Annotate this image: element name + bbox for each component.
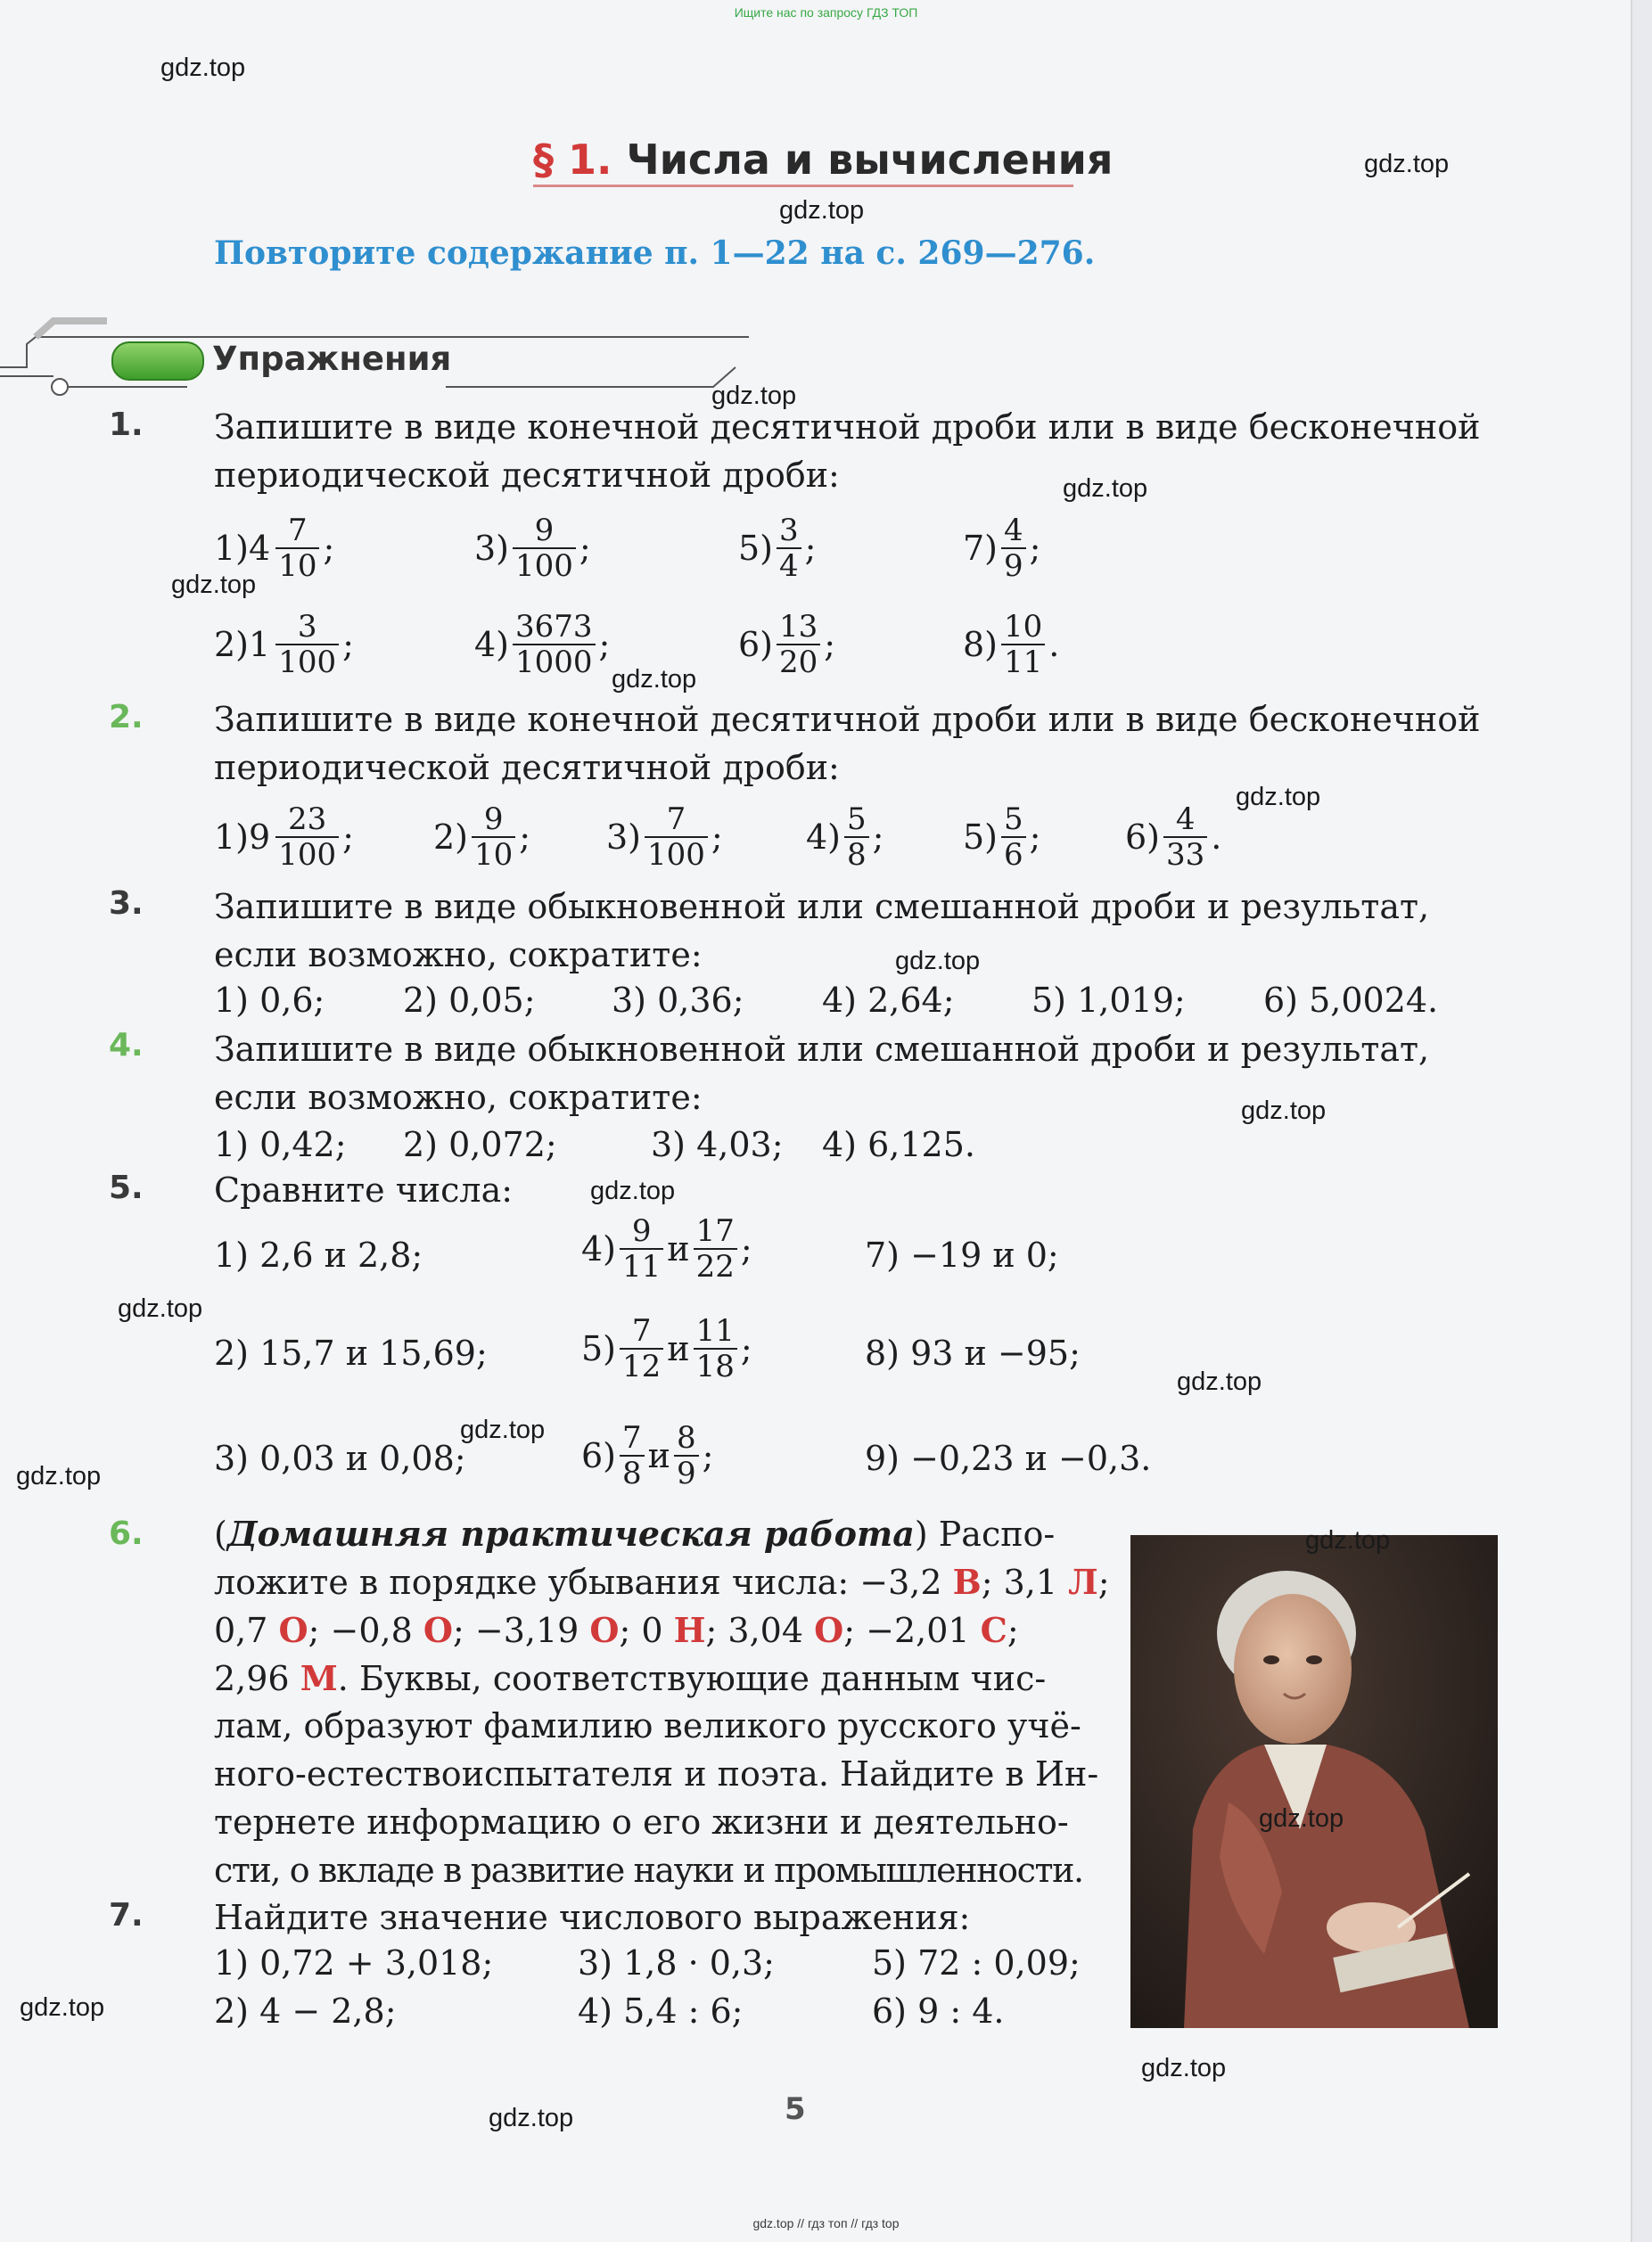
fraction: [777, 513, 801, 583]
numerator: 17: [695, 1213, 735, 1249]
lomonosov-portrait: [1130, 1535, 1498, 2028]
exercise-6-text: 0,7: [214, 1611, 279, 1650]
exercise-7-item: 4) 5,4 : 6;: [578, 1992, 744, 2031]
exercise-5-item: 2) 15,7 и 15,69;: [214, 1334, 488, 1373]
item-label: 6): [738, 625, 774, 664]
fraction: [844, 802, 869, 872]
fraction-item: [474, 610, 610, 679]
letter-m: М: [300, 1658, 338, 1698]
item-label: 4): [474, 625, 510, 664]
item-label: 3): [606, 817, 642, 857]
exercise-3-text-line-2: если возможно, сократите:: [214, 935, 703, 974]
item-tail: .: [1048, 625, 1060, 664]
exercise-6-text: ; −0,8: [308, 1611, 423, 1650]
numerator: 7: [622, 1420, 642, 1456]
exercise-3-item: 5) 1,019;: [1031, 981, 1186, 1020]
exercise-5-number: 5.: [109, 1170, 144, 1206]
letter-v: В: [952, 1562, 982, 1602]
watermark: gdz.top: [1305, 1526, 1391, 1555]
item-label: 1): [214, 529, 250, 568]
denominator: 6: [1001, 836, 1026, 872]
exercise-6-line-1: (Домашняя практическая работа) Распо-: [214, 1514, 1056, 1554]
item-label: 2): [214, 625, 250, 664]
exercise-7-item: 2) 4 − 2,8;: [214, 1992, 397, 2031]
item-tail: ;: [519, 817, 531, 857]
exercise-3-item: 4) 2,64;: [822, 981, 955, 1020]
numerator: 8: [676, 1420, 696, 1456]
exercise-5-item: 3) 0,03 и 0,08;: [214, 1439, 466, 1478]
exercise-2-text-line-2: периодической десятичной дроби:: [214, 748, 840, 787]
watermark: gdz.top: [612, 665, 697, 694]
fraction-compare-item: [581, 1314, 752, 1384]
whole-part: 9: [249, 817, 271, 857]
numerator: 7: [288, 513, 308, 548]
exercise-6-line-5: лам, образуют фамилию великого русского учё-: [214, 1706, 1081, 1745]
numerator: 9: [534, 513, 555, 548]
whole-part: 1: [249, 625, 271, 664]
whole-part: 4: [249, 529, 271, 568]
exercise-4-item: 1) 0,42;: [214, 1125, 347, 1164]
exercise-5-item: 8) 93 и −95;: [865, 1334, 1081, 1373]
fraction: [472, 802, 515, 872]
exercise-7-text: Найдите значение числового выражения:: [214, 1898, 971, 1937]
watermark: gdz.top: [20, 1993, 105, 2022]
fraction: [1001, 610, 1045, 679]
watermark: gdz.top: [16, 1462, 102, 1491]
exercise-7-item: 3) 1,8 · 0,3;: [578, 1943, 775, 1983]
section-title: [533, 136, 1113, 184]
letter: Н: [673, 1610, 706, 1650]
item-tail: ;: [740, 1229, 752, 1269]
watermark: gdz.top: [1063, 474, 1148, 503]
item-label: 4): [581, 1229, 617, 1269]
item-tail: ;: [1029, 817, 1041, 857]
fraction-compare-item: [581, 1421, 713, 1491]
watermark: gdz.top: [118, 1294, 203, 1323]
fraction: [620, 1421, 645, 1491]
item-tail: ;: [740, 1329, 752, 1368]
fraction-item: [474, 513, 591, 583]
item-label: 3): [474, 529, 510, 568]
fraction-item: [214, 802, 354, 872]
item-label: 1): [214, 817, 250, 857]
exercise-6-text: ; 3,04: [705, 1611, 815, 1650]
denominator: 100: [275, 836, 339, 872]
exercises-pill-icon: [111, 341, 204, 381]
watermark: gdz.top: [1141, 2054, 1227, 2082]
fraction-item: [806, 802, 884, 872]
item-tail: ;: [323, 529, 335, 568]
fraction-compare-item: [581, 1214, 752, 1284]
numerator: 4: [1004, 513, 1023, 548]
item-label: 8): [963, 625, 999, 664]
fraction-item: [963, 513, 1040, 583]
denominator: 100: [645, 836, 708, 872]
denominator: 8: [844, 836, 869, 872]
fraction: [694, 1314, 737, 1384]
exercise-6-number: 6.: [109, 1515, 144, 1552]
watermark: gdz.top: [711, 382, 797, 410]
exercise-6-text: ;: [1097, 1563, 1110, 1602]
exercise-6-text: ;: [1007, 1611, 1019, 1650]
letter: О: [589, 1610, 620, 1650]
fraction: [513, 610, 596, 679]
item-tail: ;: [702, 1436, 714, 1475]
item-label: 4): [806, 817, 842, 857]
fraction: [620, 1214, 663, 1284]
item-tail: ;: [579, 529, 591, 568]
denominator: 9: [674, 1455, 699, 1491]
exercise-3-item: 2) 0,05;: [403, 981, 536, 1020]
item-label: 5): [963, 817, 999, 857]
denominator: 33: [1163, 836, 1207, 872]
numerator: 9: [631, 1213, 652, 1249]
item-label: 6): [1125, 817, 1161, 857]
exercise-2-number: 2.: [109, 699, 144, 735]
homework-title: Домашняя практическая работа: [226, 1514, 915, 1554]
numerator: 13: [779, 609, 818, 645]
fraction-item: [963, 802, 1040, 872]
fraction-item: [214, 610, 354, 679]
denominator: 100: [513, 547, 576, 583]
denominator: 100: [275, 644, 339, 679]
exercise-3-text-line-1: Запишите в виде обыкновенной или смешанной дроби и результат,: [214, 887, 1430, 926]
exercises-heading: Упражнения: [212, 340, 452, 378]
fraction: [674, 1421, 699, 1491]
denominator: 12: [620, 1348, 663, 1384]
denominator: 4: [777, 547, 801, 583]
fraction: [1001, 513, 1026, 583]
exercise-6-line-6: ного-естествоиспытателя и поэта. Найдите в Ин-: [214, 1754, 1099, 1794]
exercise-3-item: 3) 0,36;: [612, 981, 744, 1020]
page-edge: [1631, 0, 1652, 2242]
exercise-4-item: 4) 6,125.: [822, 1125, 975, 1164]
exercise-6-line-4: [214, 1658, 1046, 1698]
exercise-6-line-2: [214, 1562, 1110, 1602]
watermark: gdz.top: [590, 1177, 676, 1205]
exercise-6-text: 2,96: [214, 1659, 300, 1698]
denominator: 11: [620, 1248, 663, 1284]
letter: О: [278, 1610, 308, 1650]
item-tail: .: [1211, 817, 1222, 857]
exercise-3-item: 1) 0,6;: [214, 981, 325, 1020]
item-tail: ;: [872, 817, 884, 857]
exercise-6-line-8: сти, о вкладе в развитие науки и промышленности.: [214, 1851, 1083, 1890]
numerator: 4: [1175, 801, 1196, 837]
fraction: [275, 513, 319, 583]
denominator: 18: [694, 1348, 737, 1384]
exercise-6-line-1-rest: ) Распо-: [914, 1515, 1056, 1554]
exercise-6-line-7: тернете информацию о его жизни и деятельно-: [214, 1803, 1069, 1842]
page-number: 5: [785, 2091, 806, 2127]
numerator: 3: [779, 513, 799, 548]
exercise-6-text: ложите в порядке убывания числа: −3,2: [214, 1563, 953, 1602]
numerator: 3: [297, 609, 317, 645]
letter: С: [980, 1610, 1007, 1650]
numerator: 11: [695, 1313, 735, 1349]
fraction: [694, 1214, 737, 1284]
denominator: 8: [620, 1455, 645, 1491]
numerator: 23: [288, 801, 327, 837]
fraction: [275, 610, 339, 679]
title-underline: [533, 185, 1073, 187]
item-tail: ;: [804, 529, 817, 568]
item-tail: ;: [342, 625, 354, 664]
exercise-4-number: 4.: [109, 1027, 144, 1064]
repeat-note: Повторите содержание п. 1—22 на с. 269—276.: [214, 234, 1096, 272]
exercise-1-text-line-1: Запишите в виде конечной десятичной дроби или в виде бесконечной: [214, 407, 1481, 447]
exercise-4-text-line-2: если возможно, сократите:: [214, 1078, 703, 1117]
exercise-4-item: 3) 4,03;: [651, 1125, 784, 1164]
fraction-item: [963, 610, 1059, 679]
exercise-6-text: ; −2,01: [843, 1611, 981, 1650]
exercise-6-line-3: [214, 1610, 1019, 1650]
letter: О: [814, 1610, 844, 1650]
numerator: 7: [666, 801, 686, 837]
exercise-1-text-line-2: периодической десятичной дроби:: [214, 456, 840, 495]
fraction: [1001, 802, 1026, 872]
exercise-1-number: 1.: [109, 407, 144, 443]
item-label: 2): [433, 817, 469, 857]
denominator: 20: [777, 644, 820, 679]
exercise-7-number: 7.: [109, 1897, 144, 1934]
item-label: 6): [581, 1436, 617, 1475]
watermark: gdz.top: [489, 2104, 574, 2132]
watermark: gdz.top: [1364, 150, 1450, 178]
exercise-3-number: 3.: [109, 885, 144, 922]
section-mark: § 1.: [533, 136, 612, 184]
watermark: gdz.top: [779, 196, 865, 225]
letter: О: [423, 1610, 453, 1650]
fraction: [620, 1314, 663, 1384]
denominator: 1000: [513, 644, 596, 679]
exercise-5-item: 1) 2,6 и 2,8;: [214, 1236, 423, 1275]
item-tail: ;: [342, 817, 354, 857]
item-label: 5): [581, 1329, 617, 1368]
exercise-2-text-line-1: Запишите в виде конечной десятичной дроби или в виде бесконечной: [214, 700, 1481, 739]
item-tail: ;: [824, 625, 836, 664]
fraction: [1163, 802, 1207, 872]
item-label: 5): [738, 529, 774, 568]
watermark: gdz.top: [1241, 1096, 1327, 1125]
denominator: 9: [1001, 547, 1026, 583]
watermark: gdz.top: [460, 1416, 546, 1444]
fraction: [275, 802, 339, 872]
item-label: 7): [963, 529, 999, 568]
fraction-item: [1125, 802, 1221, 872]
fraction-item: [433, 802, 530, 872]
exercise-7-item: 1) 0,72 + 3,018;: [214, 1943, 494, 1983]
exercise-6-text: . Буквы, соответствующие данным чис-: [337, 1659, 1047, 1698]
numerator: 3673: [515, 609, 593, 645]
section-title-text: Числа и вычисления: [626, 136, 1114, 184]
exercise-4-item: 2) 0,072;: [403, 1125, 557, 1164]
exercise-6-text: ; 3,1: [981, 1563, 1069, 1602]
exercise-6-text: ; −3,19: [452, 1611, 590, 1650]
letter-l: Л: [1068, 1562, 1098, 1602]
conjunction: и: [667, 1329, 690, 1368]
fraction-item: [606, 802, 723, 872]
exercise-5-text: Сравните числа:: [214, 1170, 514, 1210]
numerator: 5: [847, 801, 867, 837]
watermark: gdz.top: [1236, 783, 1321, 811]
watermark: gdz.top: [160, 53, 246, 82]
exercise-7-item: 5) 72 : 0,09;: [872, 1943, 1081, 1983]
fraction: [645, 802, 708, 872]
exercise-3-item: 6) 5,0024.: [1263, 981, 1439, 1020]
top-note: Ищите нас по запросу ГДЗ ТОП: [734, 5, 918, 20]
watermark: gdz.top: [171, 571, 257, 599]
exercise-6-text: ; 0: [619, 1611, 674, 1650]
watermark: gdz.top: [895, 947, 981, 975]
numerator: 5: [1004, 801, 1023, 837]
numerator: 10: [1004, 609, 1043, 645]
watermark: gdz.top: [1259, 1804, 1344, 1833]
fraction-item: [738, 513, 816, 583]
exercise-7-item: 6) 9 : 4.: [872, 1992, 1005, 2031]
watermark: gdz.top: [1177, 1367, 1262, 1396]
exercise-5-item: 7) −19 и 0;: [865, 1236, 1059, 1275]
denominator: 10: [275, 547, 319, 583]
footer-note: gdz.top // гдз топ // гдз top: [752, 2216, 900, 2230]
conjunction: и: [647, 1436, 670, 1475]
denominator: 11: [1001, 644, 1045, 679]
conjunction: и: [667, 1229, 690, 1269]
item-tail: ;: [1029, 529, 1041, 568]
fraction: [513, 513, 576, 583]
exercise-4-text-line-1: Запишите в виде обыкновенной или смешанной дроби и результат,: [214, 1030, 1430, 1069]
item-tail: ;: [711, 817, 723, 857]
fraction-item: [738, 610, 835, 679]
denominator: 22: [694, 1248, 737, 1284]
fraction: [777, 610, 820, 679]
item-tail: ;: [598, 625, 611, 664]
denominator: 10: [472, 836, 515, 872]
numerator: 9: [483, 801, 504, 837]
numerator: 7: [631, 1313, 652, 1349]
exercise-5-item: 9) −0,23 и −0,3.: [865, 1439, 1152, 1478]
